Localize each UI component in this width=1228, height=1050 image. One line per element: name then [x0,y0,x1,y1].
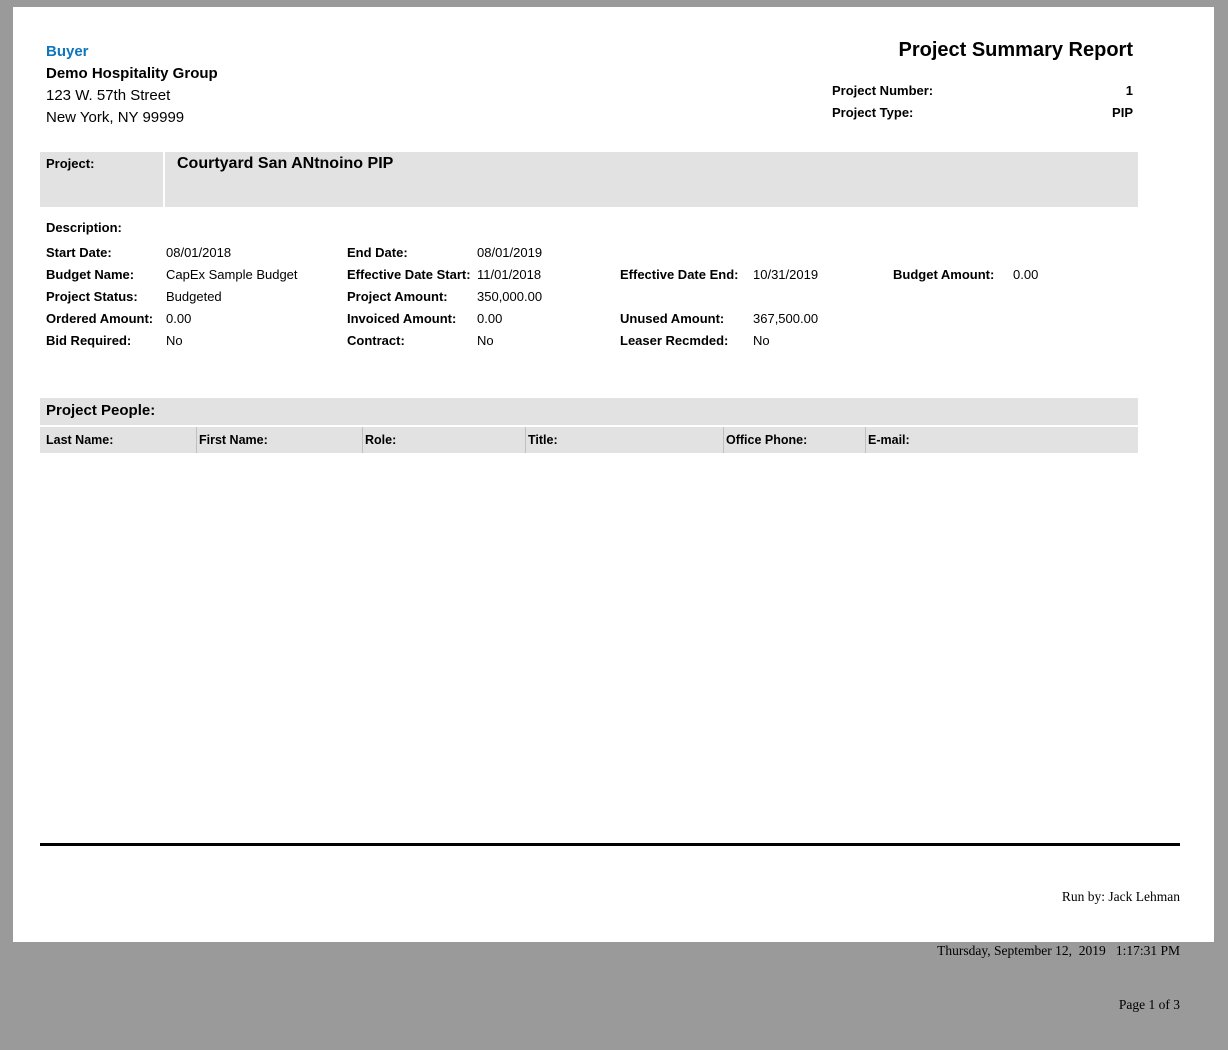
field-value: CapEx Sample Budget [166,267,298,282]
description-label: Description: [46,220,122,235]
column-divider [362,427,363,453]
field-label: Unused Amount: [620,311,725,326]
field-label: Project Amount: [347,289,448,304]
project-type-label: Project Type: [832,105,914,120]
field-label: Bid Required: [46,333,132,348]
field-label: Start Date: [46,245,112,260]
buyer-label: Buyer [46,43,89,60]
field-value: 11/01/2018 [477,267,542,282]
report-header-right [832,39,1133,120]
report-footer [937,852,1180,1050]
column-header-first-name: First Name: [199,433,268,447]
field-value: 10/31/2019 [753,267,819,282]
project-people-header-row [40,427,1138,453]
project-number-row [832,83,1133,98]
field-label: End Date: [347,245,408,260]
project-people-title: Project People: [46,402,156,419]
field-value: 0.00 [166,311,192,326]
field-value: 08/01/2018 [166,245,232,260]
column-divider [196,427,197,453]
field-label: Budget Amount: [893,267,995,282]
column-divider [865,427,866,453]
footer-datetime: Thursday, September 12, 2019 1:17:31 PM [937,943,1180,958]
field-label: Contract: [347,333,405,348]
footer-page-number: Page 1 of 3 [1118,997,1180,1012]
field-label: Ordered Amount: [46,311,154,326]
field-value: 350,000.00 [477,289,543,304]
project-people-section-bar [40,398,1138,425]
project-number-label: Project Number: [832,83,934,98]
field-label: Budget Name: [46,267,135,282]
field-value: Budgeted [166,289,222,304]
buyer-company-name: Demo Hospitality Group [46,65,218,82]
column-header-title: Title: [528,433,558,447]
field-label: Effective Date End: [620,267,739,282]
field-value: No [166,333,183,348]
footer-run-by: Run by: Jack Lehman [1061,889,1180,904]
column-divider [723,427,724,453]
field-label: Effective Date Start: [347,267,471,282]
project-title-bar [40,152,1138,207]
column-divider [525,427,526,453]
project-label: Project: [46,156,95,171]
report-title: Project Summary Report [898,39,1133,61]
field-label: Leaser Recmded: [620,333,729,348]
column-header-office-phone: Office Phone: [726,433,808,447]
field-value: No [477,333,494,348]
column-header-email: E-mail: [868,433,910,447]
project-name: Courtyard San ANtnoino PIP [163,152,1138,207]
field-value: 0.00 [477,311,503,326]
field-label: Invoiced Amount: [347,311,457,326]
field-label: Project Status: [46,289,138,304]
project-number-value: 1 [1125,83,1133,98]
column-header-last-name: Last Name: [46,433,114,447]
footer-rule [40,843,1180,846]
field-value: 0.00 [1013,267,1039,282]
field-value: 08/01/2019 [477,245,543,260]
field-value: 367,500.00 [753,311,819,326]
project-type-row [832,105,1133,120]
field-value: No [753,333,770,348]
buyer-address-line1: 123 W. 57th Street [46,87,171,104]
report-page [13,7,1214,1012]
project-type-value: PIP [1112,105,1133,120]
buyer-address-line2: New York, NY 99999 [46,109,185,126]
column-header-role: Role: [365,433,397,447]
